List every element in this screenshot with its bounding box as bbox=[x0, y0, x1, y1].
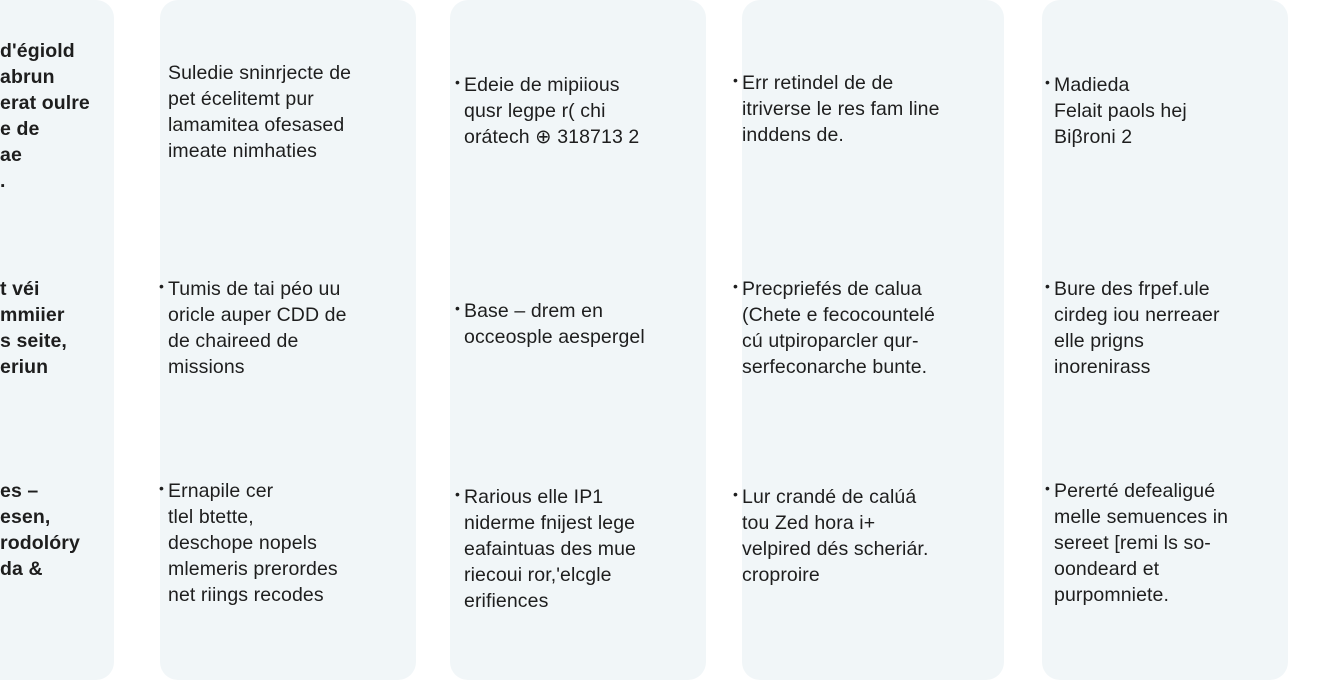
line: pet écelitemt pur bbox=[168, 88, 314, 110]
line: • Tumis de tai péo uu bbox=[168, 276, 347, 302]
line: eafaintuas des mue bbox=[464, 538, 636, 560]
bullet-item bbox=[168, 478, 338, 608]
line: (Chete e fecocountelé bbox=[742, 304, 935, 326]
line: Felait paols hej bbox=[1054, 100, 1187, 122]
line: erat oulre bbox=[0, 92, 90, 114]
bullet-item bbox=[168, 276, 347, 380]
line: rodolóry bbox=[0, 532, 80, 554]
line: • Bure des frpef.ule bbox=[1054, 276, 1220, 302]
line: • Madieda bbox=[1054, 72, 1187, 98]
line: net riings recodes bbox=[168, 584, 324, 606]
line: • Base – drem en bbox=[464, 298, 645, 324]
line: occeosple aespergel bbox=[464, 326, 645, 348]
cell-text bbox=[168, 60, 351, 164]
line: croproire bbox=[742, 564, 820, 586]
line: s seite, bbox=[0, 330, 67, 352]
line: mlemeris prerordes bbox=[168, 558, 338, 580]
line: serfeconarche bunte. bbox=[742, 356, 928, 378]
line: purpomniete. bbox=[1054, 584, 1170, 606]
line: da & bbox=[0, 558, 43, 580]
line: • Ernapile cer bbox=[168, 478, 338, 504]
line: niderme fnijest lege bbox=[464, 512, 636, 534]
line: deschope nopels bbox=[168, 532, 317, 554]
bullet-item bbox=[742, 70, 940, 148]
line: • Edeie de mipiious bbox=[464, 72, 639, 98]
line: • Err retindel de de bbox=[742, 70, 940, 96]
line: missions bbox=[168, 356, 245, 378]
line: t véi bbox=[0, 278, 40, 300]
column-4 bbox=[742, 0, 1004, 680]
bullet-item bbox=[1054, 478, 1228, 608]
line: elle prigns bbox=[1054, 330, 1144, 352]
bullet-item bbox=[1054, 72, 1187, 150]
column-1 bbox=[0, 0, 114, 680]
line: lamamitea ofesased bbox=[168, 114, 345, 136]
line: ae bbox=[0, 144, 22, 166]
bullet-item bbox=[464, 298, 645, 350]
line: erifiences bbox=[464, 590, 549, 612]
cell-text bbox=[0, 478, 80, 582]
line: • Rarious elle IP1 bbox=[464, 484, 636, 510]
column-3 bbox=[450, 0, 706, 680]
line: oricle auper CDD de bbox=[168, 304, 347, 326]
bullet-item bbox=[464, 484, 636, 614]
line: e de bbox=[0, 118, 40, 140]
line: imeate nimhaties bbox=[168, 140, 318, 162]
line: inorenirass bbox=[1054, 356, 1151, 378]
line: inddens de. bbox=[742, 124, 844, 146]
line: velpired dés scheriár. bbox=[742, 538, 929, 560]
bullet-item bbox=[1054, 276, 1220, 380]
line: tou Zed hora i+ bbox=[742, 512, 876, 534]
line: • Lur crandé de calúá bbox=[742, 484, 928, 510]
line: qusr legpe r( chi bbox=[464, 100, 606, 122]
line: itriverse le res fam line bbox=[742, 98, 940, 120]
bullet-item bbox=[742, 276, 935, 380]
cell-text bbox=[0, 276, 67, 380]
line: • Pererté defealigué bbox=[1054, 478, 1228, 504]
cell-text bbox=[0, 38, 90, 194]
line: Suledie sninrjecte de bbox=[168, 62, 352, 84]
line: orátech ⊕ 318713 2 bbox=[464, 126, 640, 148]
line: abrun bbox=[0, 66, 55, 88]
line: esen, bbox=[0, 506, 51, 528]
line: eriun bbox=[0, 356, 49, 378]
line: melle semuences in bbox=[1054, 506, 1229, 528]
column-5 bbox=[1042, 0, 1288, 680]
line: sereet [remi ls so- bbox=[1054, 532, 1211, 554]
line: tlel btette, bbox=[168, 506, 254, 528]
line: Biβroni 2 bbox=[1054, 126, 1133, 148]
bullet-item bbox=[464, 72, 639, 150]
line: cirdeg iou nerreaer bbox=[1054, 304, 1220, 326]
line: • Precpriefés de calua bbox=[742, 276, 935, 302]
line: . bbox=[0, 170, 6, 192]
line: de chaireed de bbox=[168, 330, 299, 352]
line: oondeard et bbox=[1054, 558, 1160, 580]
column-2 bbox=[160, 0, 416, 680]
bullet-item bbox=[742, 484, 928, 588]
line: d'égiold bbox=[0, 40, 75, 62]
line: cú utpiroparcler qur- bbox=[742, 330, 919, 352]
line: riecoui ror,'elcgle bbox=[464, 564, 612, 586]
line: mmiier bbox=[0, 304, 65, 326]
line: es – bbox=[0, 480, 39, 502]
